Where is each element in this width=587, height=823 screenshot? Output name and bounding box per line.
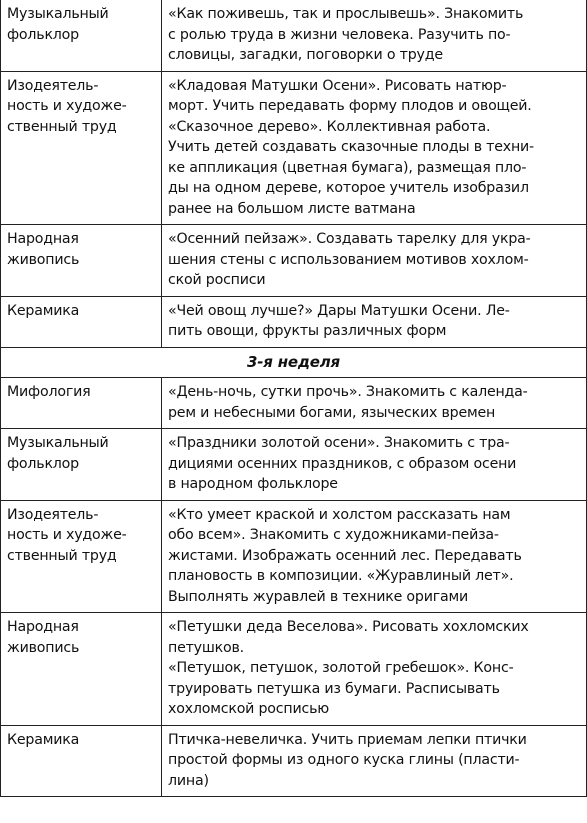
table-row (1, 296, 587, 347)
subject-line: Музыкальный (7, 6, 109, 22)
content-line: «Праздники золотой осени». Знакомить с тра- (168, 435, 510, 451)
subject-line: ность и художе- (7, 98, 127, 114)
content-line: хохломской росписью (168, 701, 329, 717)
content-line: «Кладовая Матушки Осени». Рисовать натюр- (168, 77, 507, 94)
content-line: труировать петушка из бумаги. Расписывать (168, 680, 500, 697)
content-line: «Осенний пейзаж». Создавать тарелку для укра- (168, 231, 531, 247)
content-line: рем и небесными богами, языческих времен (168, 404, 496, 421)
content-line: шения стены с использованием мотивов хохлом- (168, 251, 529, 268)
content-line: «Как поживешь, так и прослывешь». Знакомить (168, 6, 524, 22)
subject-cell (1, 500, 162, 613)
content-line: Учить детей создавать сказочные плоды в техни- (168, 139, 534, 155)
subject-cell (1, 225, 162, 297)
content-cell (162, 725, 587, 797)
content-line: дициями осенних праздников, с образом осени (168, 455, 517, 472)
content-cell (162, 613, 587, 726)
content-cell (162, 429, 587, 501)
subject-cell (1, 613, 162, 726)
table-row (1, 613, 587, 726)
content-line: «Кто умеет краской и холстом рассказать нам (168, 506, 511, 523)
subject-cell (1, 378, 162, 429)
week-heading: 3-я неделя (1, 347, 587, 378)
content-line: «Петушки деда Веселова». Рисовать хохломских (168, 619, 529, 635)
subject-line: Изодеятель- (7, 77, 99, 94)
table-row (1, 500, 587, 613)
subject-line: живопись (7, 251, 80, 268)
subject-line: Музыкальный (7, 435, 109, 451)
content-line: ке аппликация (цветная бумага), размещая пло- (168, 159, 527, 176)
subject-line: Мифология (7, 384, 91, 400)
table-row (1, 225, 587, 297)
subject-line: Народная (7, 619, 79, 635)
subject-line: ность и художе- (7, 527, 127, 543)
subject-line: ственный труд (7, 547, 117, 564)
content-line: простой формы из одного куска глины (пласти- (168, 752, 520, 768)
content-line: Выполнять журавлей в технике оригами (168, 588, 469, 605)
content-line: жистами. Изображать осенний лес. Передавать (168, 547, 522, 564)
content-line: Птичка-невеличка. Учить приемам лепки птички (168, 731, 527, 748)
content-line: ды на одном дереве, которое учитель изобразил (168, 180, 529, 196)
subject-line: Керамика (7, 302, 80, 319)
content-cell (162, 378, 587, 429)
subject-cell (1, 71, 162, 225)
content-line: ранее на большом листе ватмана (168, 200, 416, 217)
content-cell (162, 500, 587, 613)
content-cell (162, 0, 587, 71)
subject-cell (1, 0, 162, 71)
week-heading-row (1, 347, 587, 378)
content-line: в народном фольклоре (168, 476, 338, 492)
subject-line: Народная (7, 231, 79, 247)
content-line: «День-ночь, сутки прочь». Знакомить с календа- (168, 384, 528, 400)
subject-cell (1, 429, 162, 501)
content-line: «Петушок, петушок, золотой гребешок». Конс- (168, 660, 514, 676)
content-line: «Чей овощ лучше?» Дары Матушки Осени. Ле- (168, 302, 510, 319)
subject-line: Изодеятель- (7, 506, 99, 523)
table-row (1, 71, 587, 225)
subject-line: Керамика (7, 731, 80, 748)
content-line: пить овощи, фрукты различных форм (168, 323, 447, 339)
table-row (1, 378, 587, 429)
content-line: словицы, загадки, поговорки о труде (168, 47, 443, 63)
table-row (1, 725, 587, 797)
subject-line: живопись (7, 639, 80, 656)
subject-cell (1, 296, 162, 347)
content-cell (162, 225, 587, 297)
subject-line: ственный труд (7, 118, 117, 135)
content-line: с ролью труда в жизни человека. Разучить по- (168, 26, 511, 43)
content-cell (162, 71, 587, 225)
content-line: лина) (168, 772, 209, 789)
content-line: плановость в композиции. «Журавлиный лет». (168, 568, 514, 584)
content-line: ской росписи (168, 272, 266, 288)
subject-line: фольклор (7, 455, 79, 472)
content-line: петушков. (168, 639, 244, 656)
content-line: «Сказочное дерево». Коллективная работа. (168, 118, 491, 135)
content-line: обо всем». Знакомить с художниками-пейза- (168, 527, 499, 543)
subject-cell (1, 725, 162, 797)
table-row (1, 0, 587, 71)
table-row (1, 429, 587, 501)
subject-line: фольклор (7, 26, 79, 43)
content-line: морт. Учить передавать форму плодов и овощей. (168, 98, 532, 114)
content-cell (162, 296, 587, 347)
